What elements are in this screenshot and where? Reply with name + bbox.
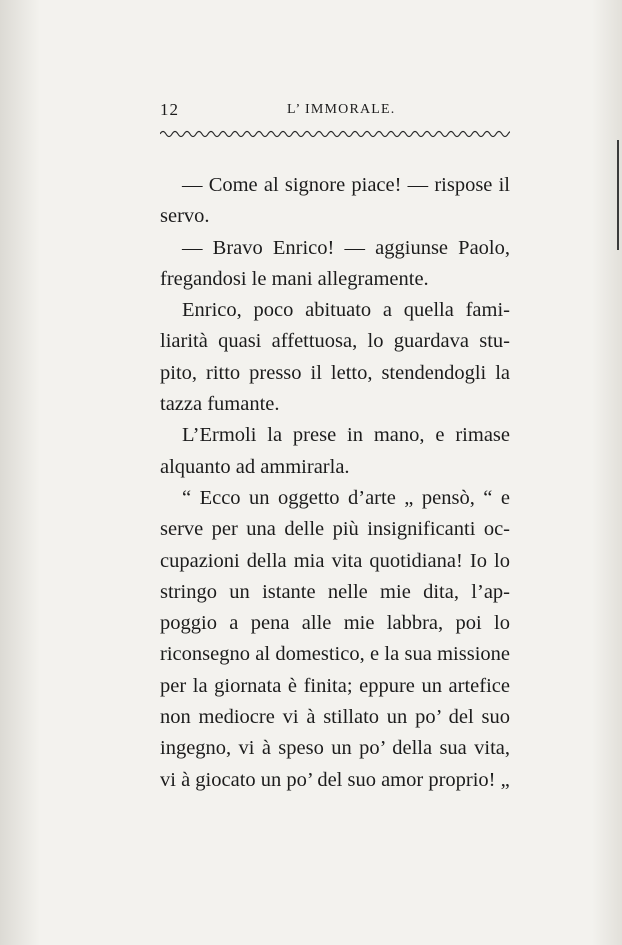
paragraph-3: Enrico, poco abituato a quella familiarità quasi affettuosa, lo guardava stupito, ritto presso il letto, stendendogli la tazza fumante. <box>160 299 510 416</box>
body-text <box>160 170 510 796</box>
page-number: 12 <box>160 100 179 119</box>
paragraph-4: L’Ermoli la prese in mano, e rimase alquanto ad ammirarla. <box>160 424 510 478</box>
paragraph-5: “ Ecco un oggetto d’arte „ pensò, “ e serve per una delle più insignificanti occupazioni della mia vita quotidiana! Io lo stringo un istante nelle mie dita, l’appoggio a pena alle mie labbra, poi lo riconsegno al domestico, e la sua missione per la giornata è finita; eppure un artefice non mediocre vi à stillato un po’ del suo ingegno, vi à speso un po’ della sua vita, vi à giocato un po’ del suo amor proprio! „ <box>160 486 510 791</box>
running-title: L’ IMMORALE. <box>287 102 396 117</box>
paragraph-2: — Bravo Enrico! — aggiunse Paolo, fregandosi le mani allegramente. <box>160 236 510 290</box>
paragraph-1: — Come al signore piace! — rispose il servo. <box>160 174 510 228</box>
page-edge-mark <box>617 140 619 250</box>
ornamental-rule <box>160 128 510 140</box>
page-shadow-left <box>0 0 40 945</box>
page-header <box>160 100 510 124</box>
